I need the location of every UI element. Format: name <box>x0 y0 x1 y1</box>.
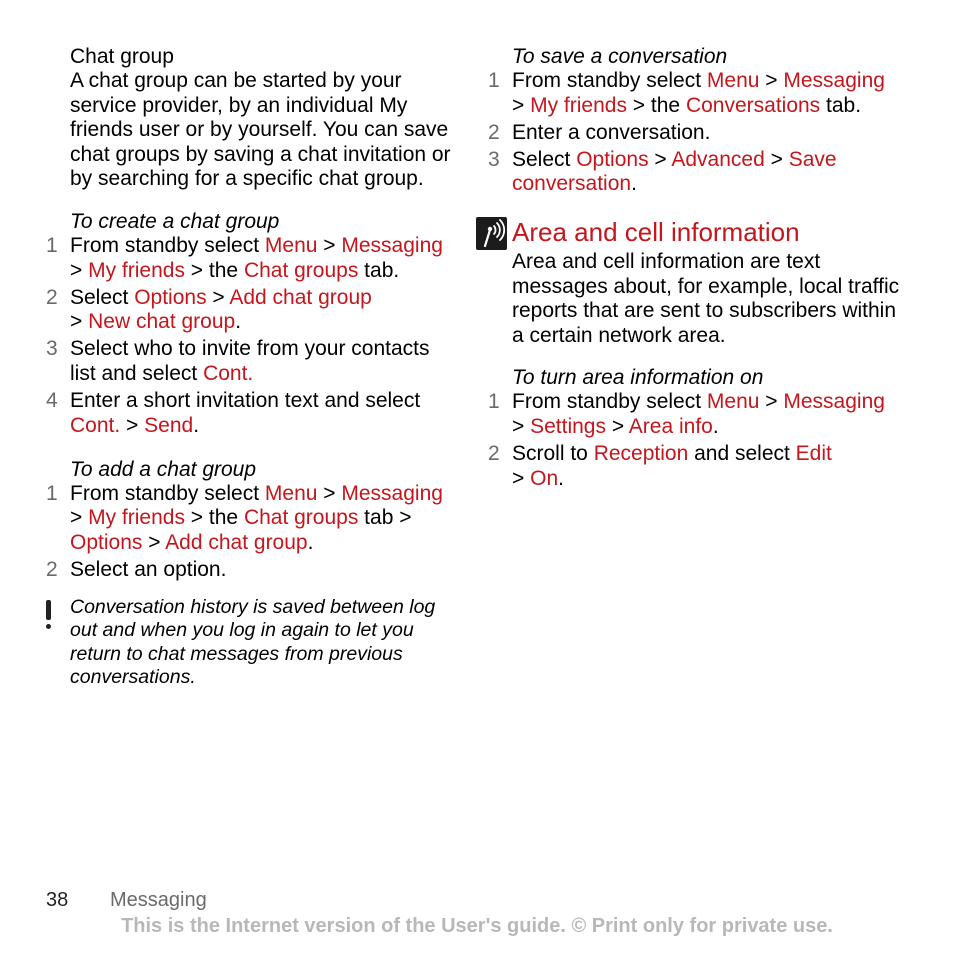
step-number: 2 <box>46 558 58 581</box>
step-number: 1 <box>46 233 58 257</box>
messaging-link: Messaging <box>341 481 443 505</box>
step <box>488 121 908 146</box>
messaging-link: Messaging <box>341 233 443 257</box>
step-text: From standby select Menu > Messaging > My friends > the Chat groups tab. <box>70 233 443 282</box>
on-link: On <box>530 466 559 490</box>
right-column <box>488 44 908 494</box>
my-friends-link: My friends <box>88 506 185 530</box>
note-text: Conversation history is saved between log out and when you log in again to let you return to chat messages from previous conversations. <box>70 595 436 689</box>
my-friends-link: My friends <box>88 258 185 282</box>
save-conversation-heading: To save a conversation <box>512 45 728 68</box>
menu-link: Menu <box>706 69 760 92</box>
step-text: From standby select Menu > Messaging > My friends > the Chat groups tab > Options > Add chat group. <box>70 481 443 554</box>
step <box>46 234 456 283</box>
add-chat-group-heading: To add a chat group <box>70 457 257 481</box>
menu-link: Menu <box>264 233 318 257</box>
step-number: 2 <box>488 442 500 466</box>
step-number: 1 <box>46 481 58 505</box>
step <box>46 389 456 438</box>
step-number: 1 <box>488 390 500 414</box>
chat-group-body: A chat group can be started by your service provider, by an individual My friends user or by yourself. You can save chat groups by saving a chat invitation or by searching for a specific chat group. <box>70 69 451 191</box>
step-number: 2 <box>46 285 58 309</box>
options-link: Options <box>576 147 649 171</box>
step-text: From standby select Menu > Messaging > Settings > Area info. <box>512 390 885 438</box>
menu-link: Menu <box>706 390 760 414</box>
edit-link: Edit <box>795 442 832 466</box>
step <box>488 390 908 439</box>
turn-area-info-heading: To turn area information on <box>512 366 764 390</box>
area-cell-title-row <box>488 217 908 250</box>
area-cell-body: Area and cell information are text messages about, for example, local traffic reports that are sent to subscribers within a certain network area. <box>512 249 900 347</box>
cont-link: Cont. <box>70 413 121 437</box>
step-text: Select who to invite from your contacts list and select Cont. <box>70 337 430 385</box>
step-text: From standby select Menu > Messaging > My friends > the Conversations tab. <box>512 69 885 117</box>
step-text: Select an option. <box>70 558 227 581</box>
step-number: 3 <box>46 337 58 361</box>
step-number: 2 <box>488 120 500 144</box>
messaging-link: Messaging <box>783 69 885 92</box>
chat-groups-link: Chat groups <box>243 258 359 282</box>
step <box>46 558 456 583</box>
step-text: Scroll to Reception and select Edit > On. <box>512 442 832 490</box>
step <box>46 286 456 335</box>
conversations-link: Conversations <box>685 93 821 117</box>
area-cell-title: Area and cell information <box>512 216 800 247</box>
turn-area-info-steps <box>488 390 908 491</box>
save-conversation-link: Save conversation <box>512 147 837 196</box>
settings-link: Settings <box>530 414 606 438</box>
chat-group-heading: Chat group <box>70 45 174 68</box>
footer-section: Messaging <box>110 889 207 911</box>
step <box>46 482 456 556</box>
antenna-icon <box>476 217 507 250</box>
options-link: Options <box>134 285 207 309</box>
page-number: 38 <box>46 889 69 911</box>
save-conversation-steps <box>488 69 908 197</box>
step-number: 4 <box>46 389 58 413</box>
step-text: Enter a conversation. <box>512 120 711 144</box>
options-link: Options <box>70 530 143 554</box>
area-info-link: Area info <box>628 414 713 438</box>
add-chat-group-link: Add chat group <box>165 530 308 554</box>
step <box>46 337 456 386</box>
send-link: Send <box>144 413 194 437</box>
step-number: 3 <box>488 147 500 171</box>
step-text: Enter a short invitation text and select Cont. > Send. <box>70 389 421 437</box>
add-chat-group-steps <box>46 482 456 583</box>
step <box>488 442 908 491</box>
advanced-link: Advanced <box>671 147 765 171</box>
menu-link: Menu <box>264 481 318 505</box>
messaging-link: Messaging <box>783 390 885 414</box>
my-friends-link: My friends <box>530 93 627 117</box>
step <box>488 148 908 197</box>
exclamation-icon <box>46 596 70 690</box>
left-column <box>46 44 456 690</box>
step-text: Select Options > Advanced > Save conversation. <box>512 147 837 196</box>
new-chat-group-link: New chat group <box>88 310 236 334</box>
create-chat-group-steps <box>46 234 456 438</box>
page-footer <box>46 888 207 912</box>
step-text: Select Options > Add chat group > New chat group. <box>70 285 372 334</box>
chat-groups-link: Chat groups <box>243 506 359 530</box>
note <box>46 596 456 690</box>
step-number: 1 <box>488 69 500 92</box>
step <box>488 69 908 118</box>
internet-version-notice: This is the Internet version of the User's guide. © Print only for private use. <box>121 915 833 937</box>
add-chat-group-link: Add chat group <box>229 285 372 309</box>
reception-link: Reception <box>593 442 689 466</box>
cont-link: Cont. <box>203 361 254 385</box>
create-chat-group-heading: To create a chat group <box>70 209 280 233</box>
